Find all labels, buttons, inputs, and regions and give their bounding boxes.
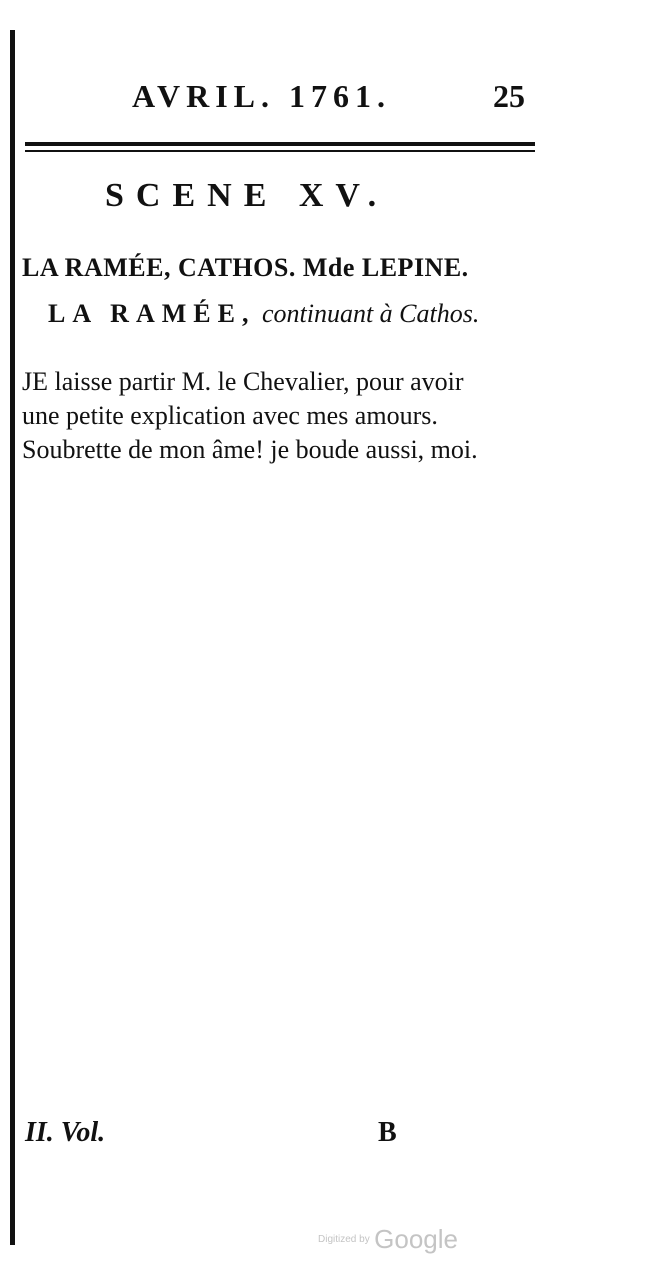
running-head: AVRIL. 1761. <box>132 78 391 114</box>
running-header <box>40 78 540 118</box>
speaker-heading <box>48 298 479 330</box>
page-number: 25 <box>493 78 525 114</box>
scene-title: SCENE XV. <box>105 177 389 214</box>
text-line: JE laisse partir M. le Chevalier, pour avoir <box>22 367 464 396</box>
text-line: Soubrette de mon âme! je boude aussi, moi. <box>22 435 478 464</box>
page-edge-line <box>10 30 15 1245</box>
signature-mark: B <box>378 1117 397 1148</box>
stage-direction: continuant à Cathos. <box>261 299 480 328</box>
header-rule <box>25 142 535 152</box>
watermark-brand: Google <box>374 1224 458 1254</box>
speaker-name: LA RAMÉE, <box>48 299 256 328</box>
volume-mark: II. Vol. <box>25 1117 106 1148</box>
digitized-watermark <box>318 1224 458 1255</box>
text-line: une petite explication avec mes amours. <box>22 401 438 430</box>
watermark-prefix: Digitized by <box>318 1234 370 1245</box>
scene-characters: LA RAMÉE, CATHOS. Mde LEPINE. <box>22 253 469 282</box>
